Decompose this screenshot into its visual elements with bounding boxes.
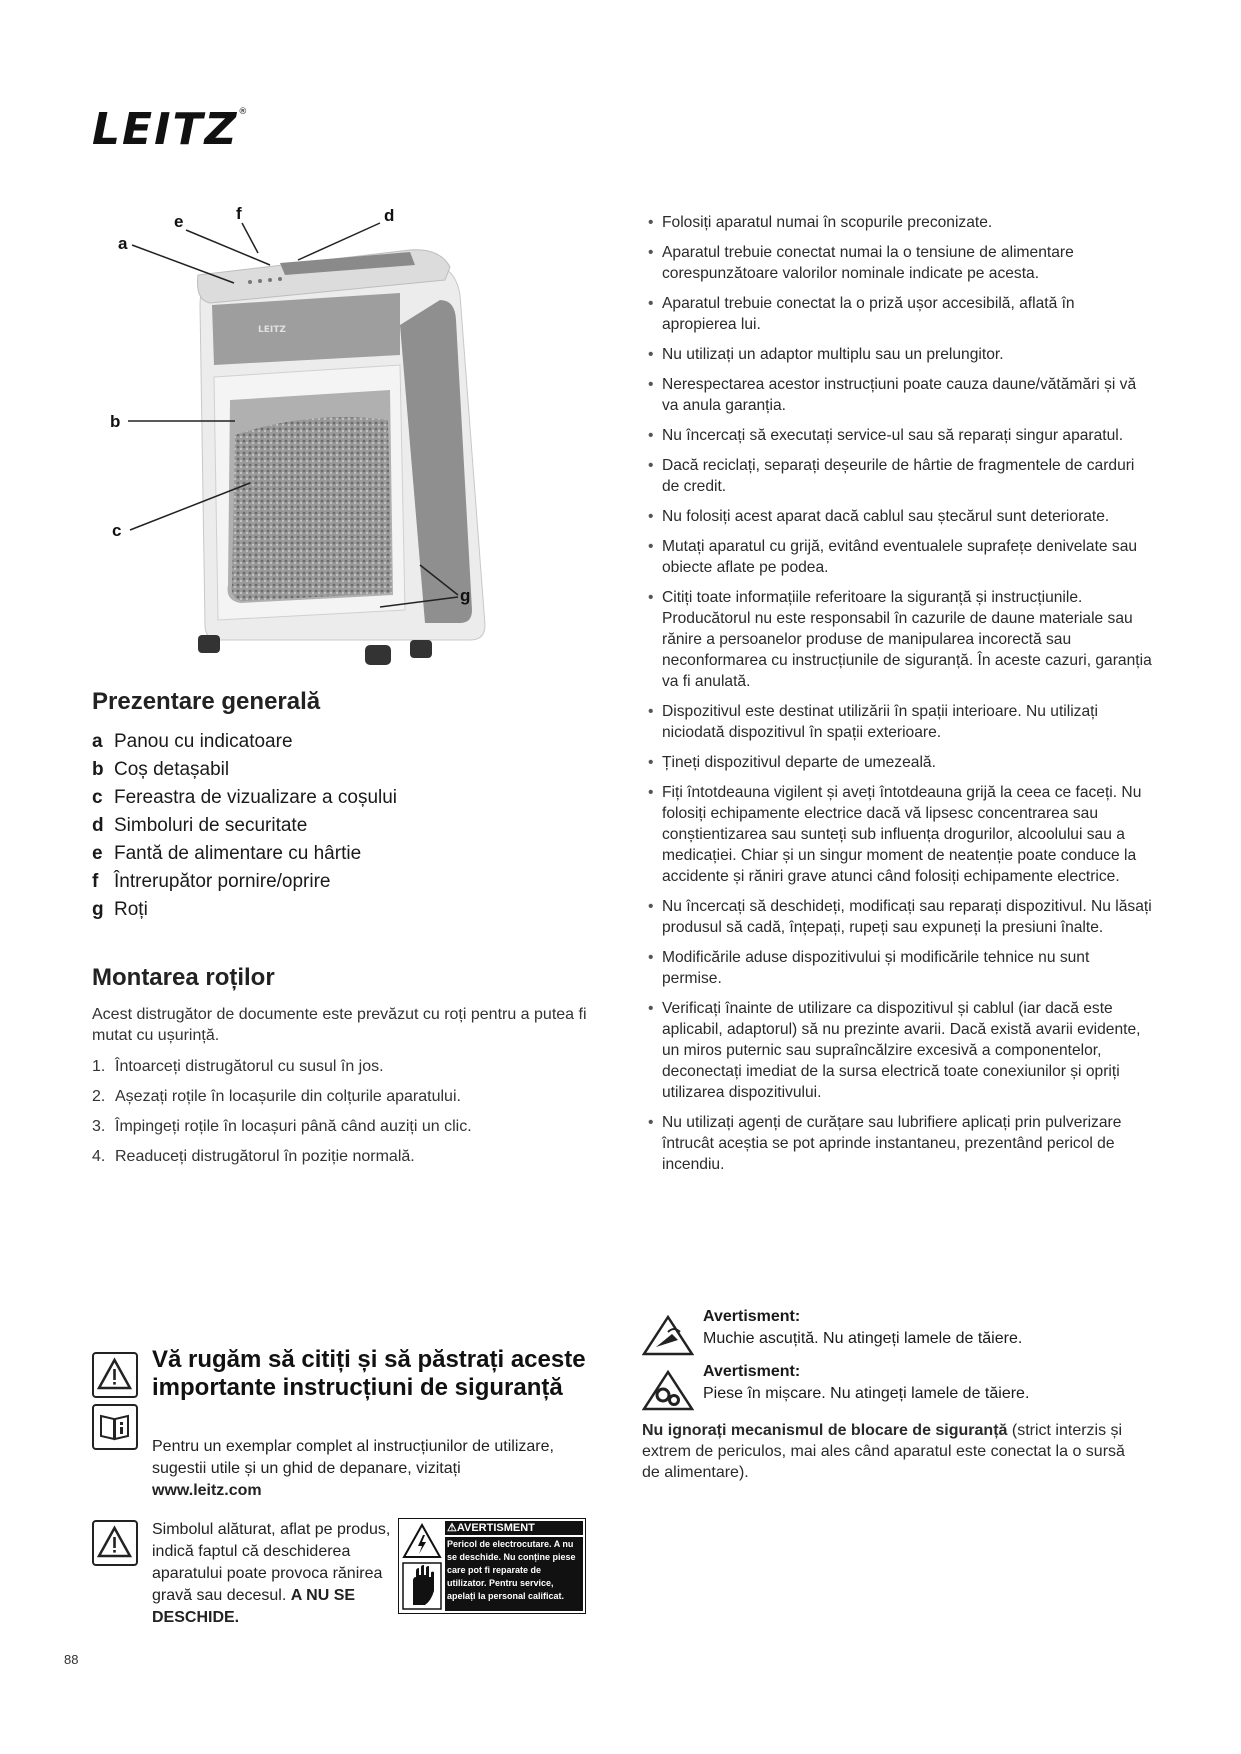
step-item: 1. Întoarceți distrugătorul cu susul în jos. <box>92 1058 384 1075</box>
rule-item: • Verificați înainte de utilizare ca dispozitivul și cablul (iar dacă este aplicabil, adaptorul) să nu prezinte avarii. Dacă există avarii evidente, un miros puternic sau supraîncălzire excesivă a componentelor, deconectați imediat de la sursa electrică toate conexiunilor și opriți utilizarea dispozitivului. <box>642 998 1152 1103</box>
rule-item: • Aparatul trebuie conectat la o priză ușor accesibilă, aflată în apropierea lui. <box>642 293 1152 335</box>
manual-info-icon <box>92 1404 138 1450</box>
electric-shock-hand-icon <box>401 1521 443 1611</box>
overview-title: Prezentare generală <box>92 688 321 715</box>
rule-item: • Fiți întotdeauna vigilent și aveți întotdeauna grijă la ceea ce faceți. Nu folosiți echipamente electrice dacă vă lipsesc concentrarea sau conștientizarea sau sunteți sub influența drogurilor, alcoolului sau a medicației. Chiar și un singur moment de neatenție poate conduce la accidente și răniri grave atunci când folosiți echipamente electrice. <box>642 782 1152 887</box>
legend-item: c Fereastra de vizualizare a coșului <box>92 787 398 808</box>
warning-triangle-icon <box>92 1520 138 1566</box>
safety-title: Vă rugăm să citiți și să păstrați aceste importante instrucțiuni de siguranță <box>152 1346 586 1401</box>
legend-item: a Panou cu indicatoare <box>92 731 293 752</box>
rule-item: • Dispozitivul este destinat utilizării în spații interioare. Nu utilizați niciodată dispozitivul în spații exterioare. <box>642 701 1152 743</box>
warning-triangle-icon <box>92 1352 138 1398</box>
electric-shock-warning-label <box>398 1518 586 1614</box>
shredder-illustration <box>110 205 550 685</box>
moving-parts-gears-icon <box>642 1369 694 1411</box>
rule-item: • Nu folosiți acest aparat dacă cablul sau ștecărul sunt deteriorate. <box>642 506 1152 527</box>
rule-item: • Nu încercați să executați service-ul sau să reparați singur aparatul. <box>642 425 1152 446</box>
safety-lock-note: Nu ignorați mecanismul de blocare de siguranță (strict interzis și extrem de periculos, mai ales când aparatul este conectat la o sursă de alimentare). <box>642 1422 1125 1481</box>
leitz-website-link[interactable]: www.leitz.com <box>152 1482 262 1499</box>
wheels-title: Montarea roților <box>92 964 275 991</box>
rule-item: • Folosiți aparatul numai în scopurile preconizate. <box>642 212 1152 233</box>
safety-rules-list <box>642 212 1152 1184</box>
safety-text: Pentru un exemplar complet al instrucțiunilor de utilizare, sugestii utile și un ghid de depanare, vizitați www.leitz.com <box>152 1438 554 1499</box>
rule-item: • Nu utilizați agenți de curățare sau lubrifiere aplicați prin pulverizare întrucât aceștia se pot aprinde instantaneu, prezentând pericol de incendiu. <box>642 1112 1152 1175</box>
figure-label-b: b <box>110 412 121 431</box>
figure-label-c: c <box>112 521 122 540</box>
leitz-logo: LEITZ® <box>92 104 250 155</box>
legend-item: g Roți <box>92 899 148 920</box>
sharp-edge-icon <box>642 1314 694 1356</box>
rule-item: • Dacă reciclați, separați deșeurile de hârtie de fragmentele de carduri de credit. <box>642 455 1152 497</box>
rule-item: • Țineți dispozitivul departe de umezeală. <box>642 752 1152 773</box>
rule-item: • Mutați aparatul cu grijă, evitând eventualele suprafețe denivelate sau obiecte aflate pe podea. <box>642 536 1152 578</box>
rule-item: • Aparatul trebuie conectat numai la o tensiune de alimentare corespunzătoare valorilor nominale indicate pe acesta. <box>642 242 1152 284</box>
symbol-explanation: Simbolul alăturat, aflat pe produs, indică faptul că deschiderea aparatului poate provoca rănirea gravă sau decesul. A NU SE DESCHIDE. <box>152 1521 391 1626</box>
rule-item: • Citiți toate informațiile referitoare la siguranță și instrucțiunile. Producătorul nu este responsabil în cazurile de daune materiale sau rănire a persoanelor produse de manipularea incorectă sau neconformarea cu instrucțiunile de siguranță. În aceste cazuri, garanția va fi anulată. <box>642 587 1152 692</box>
page-number: 88 <box>64 1652 79 1667</box>
legend-item: b Coș detașabil <box>92 759 230 780</box>
figure-brand-mark: LEITZ <box>258 325 286 335</box>
legend-item: d Simboluri de securitate <box>92 815 308 836</box>
figure-label-g: g <box>460 586 471 605</box>
label-heading: ⚠AVERTISMENT <box>445 1521 583 1535</box>
step-item: 2. Așezați roțile în locașurile din colțurile aparatului. <box>92 1088 461 1105</box>
wheels-steps <box>92 1052 612 1172</box>
step-item: 3. Împingeți roțile în locașuri până când auziți un clic. <box>92 1118 472 1135</box>
figure-label-a: a <box>118 234 128 253</box>
rule-item: • Nu încercați să deschideți, modificați sau reparați dispozitivul. Nu lăsați produsul să cadă, înțepați, rupeți sau expuneți la presiuni înalte. <box>642 896 1152 938</box>
figure-label-f: f <box>236 205 242 224</box>
rule-item: • Nerespectarea acestor instrucțiuni poate cauza daune/vătămări și vă va anula garanția. <box>642 374 1152 416</box>
step-item: 4. Readuceți distrugătorul în poziție normală. <box>92 1148 415 1165</box>
rule-item: • Nu utilizați un adaptor multiplu sau un prelungitor. <box>642 344 1152 365</box>
overview-legend <box>92 728 612 924</box>
legend-item: e Fantă de alimentare cu hârtie <box>92 843 362 864</box>
rule-item: • Modificările aduse dispozitivului și modificările tehnice nu sunt permise. <box>642 947 1152 989</box>
label-body: Pericol de electrocutare. A nu se deschide. Nu conține piese care pot fi reparate de utilizator. Pentru service, apelați la personal calificat. <box>445 1537 583 1611</box>
wheels-intro: Acest distrugător de documente este prevăzut cu roți pentru a putea fi mutat cu ușurință. <box>92 1006 587 1044</box>
figure-label-e: e <box>174 212 184 231</box>
legend-item: f Întrerupător pornire/oprire <box>92 871 331 892</box>
figure-label-d: d <box>384 206 395 225</box>
